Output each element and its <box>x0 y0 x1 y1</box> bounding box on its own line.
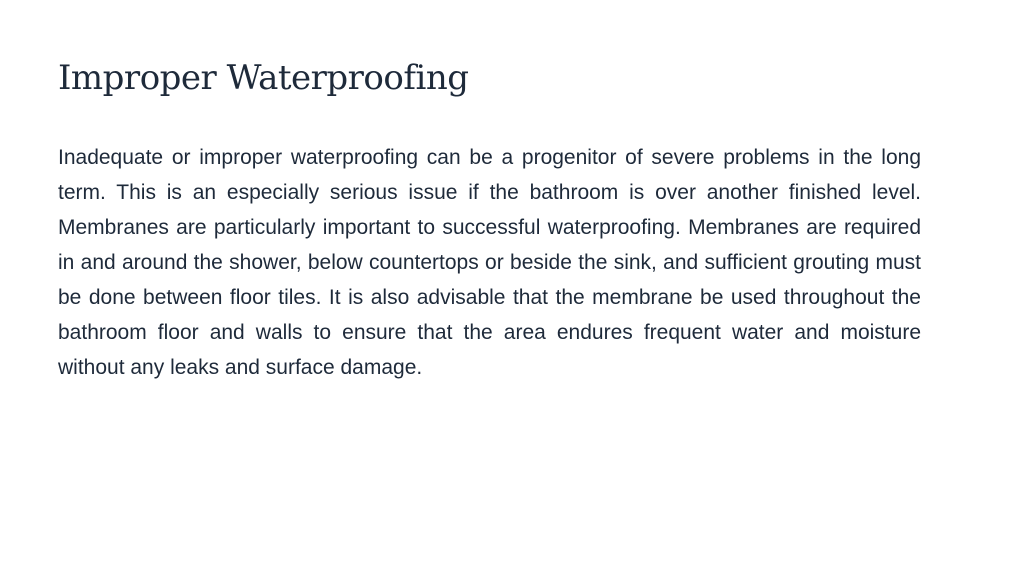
slide-body-paragraph: Inadequate or improper waterproofing can be a progenitor of severe problems in the long term. This is an especially serious issue if the bathroom is over another finished level. Membranes are particularly important to successful waterproofing. Membranes are required in and around the shower, below countertops or beside the sink, and sufficient grouting must be done between floor tiles. It is also advisable that the membrane be used throughout the bathroom floor and walls to ensure that the area endures frequent water and moisture without any leaks and surface damage. <box>58 146 921 379</box>
slide-title: Improper Waterproofing <box>58 58 469 98</box>
